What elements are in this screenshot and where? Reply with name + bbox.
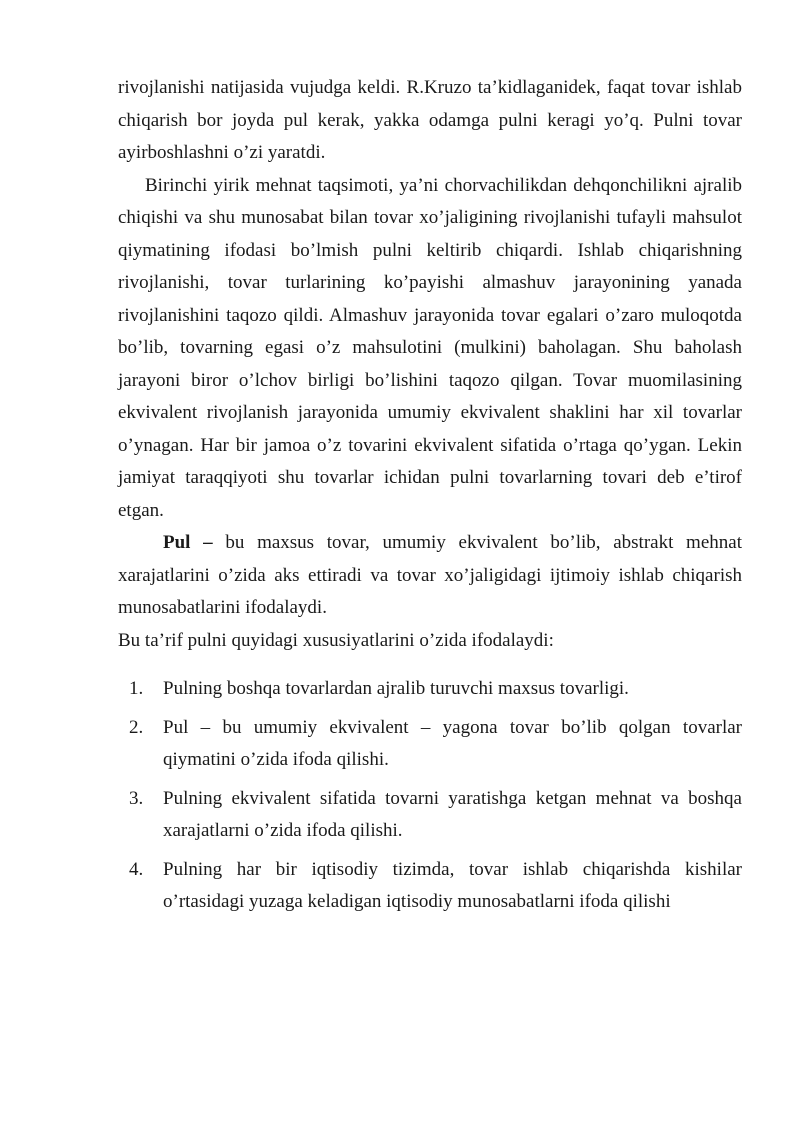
list-item-text: Pulning har bir iqtisodiy tizimda, tovar ishlab chiqarishda kishilar o’rtasidagi yuzaga keladigan iqtisodiy munosabatlarni ifoda qilishi [163,858,742,912]
list-item-number: 4. [129,858,144,880]
list-item-text: Pulning boshqa tovarlardan ajralib turuvchi maxsus tovarligi. [163,678,629,699]
paragraph-money-definition [118,527,742,625]
list-item [118,673,742,706]
document-body [118,72,742,925]
properties-list [118,673,742,919]
definition-text: bu maxsus tovar, umumiy ekvivalent bo’lib, abstrakt mehnat xarajatlarini o’zida aks ettiradi va tovar xo’jaligidagi ijtimoiy ishlab chiqarish munosabatlarini ifodalaydi. [118,532,742,618]
list-item-text: Pulning ekvivalent sifatida tovarni yaratishga ketgan mehnat va boshqa xarajatlarni o’zida ifoda qilishi. [163,787,742,841]
list-item-number: 1. [129,678,144,699]
list-item-text: Pul – bu umumiy ekvivalent – yagona tovar bo’lib qolgan tovarlar qiymatini o’zida ifoda qilishi. [163,716,742,770]
list-item [118,783,742,848]
list-item-number: 2. [129,716,144,738]
list-item [118,854,742,919]
paragraph-continuation: rivojlanishi natijasida vujudga keldi. R.Kruzo ta’kidlaganidek, faqat tovar ishlab chiqarish bor joyda pul kerak, yakka odamga pulni keragi yo’q. Pulni tovar ayirboshlashni o’zi yaratdi. [118,77,742,163]
list-item [118,712,742,777]
list-item-number: 3. [129,787,144,809]
paragraph-properties-intro: Bu ta’rif pulni quyidagi xususiyatlarini o’zida ifodalaydi: [118,629,554,651]
paragraph-labor-division: Birinchi yirik mehnat taqsimoti, ya’ni chorvachilikdan dehqonchilikni ajralib chiqishi va shu munosabat bilan tovar xo’jaligining rivojlanishi tufayli mahsulot qiymatining ifodasi bo’lmish pulni keltirib chiqardi. Ishlab chiqarishning rivojlanishi, tovar turlarining ko’payishi almashuv jarayonining yanada rivojlanishini taqozo qildi. Almashuv jarayonida tovar egalari o’zaro muloqotda bo’lib, tovarning egasi o’z mahsulotini (mulkini) baholagan. Shu baholash jarayoni biror o’lchov birligi bo’lishini taqozo qilgan. Tovar muomilasining ekvivalent rivojlanish jarayonida umumiy ekvivalent shaklini har xil tovarlar o’ynagan. Har bir jamoa o’z tovarini ekvivalent sifatida o’rtaga qo’ygan. Lekin jamiyat taraqqiyoti shu tovarlar ichidan pulni tovarlarning tovari deb e’tirof etgan. [118,174,742,521]
term-pul: Pul – [163,532,213,553]
